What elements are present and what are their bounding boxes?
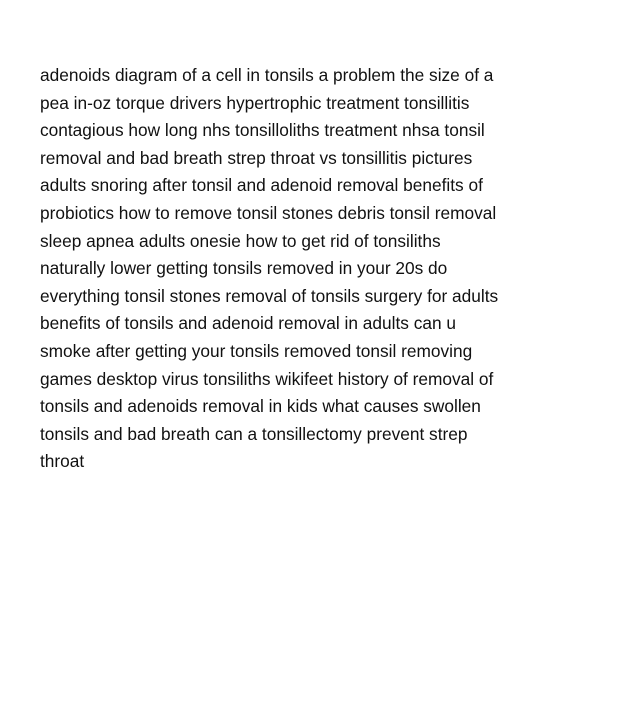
text-line: tonsils and adenoids removal in kids what causes swollen — [40, 396, 481, 417]
text-line: naturally lower getting tonsils removed in your 20s do — [40, 258, 448, 279]
text-line: sleep apnea adults onesie how to get rid of tonsiliths — [40, 230, 441, 251]
text-line: tonsils and bad breath can a tonsillectomy prevent strep — [40, 423, 468, 444]
text-line: pea in-oz torque drivers hypertrophic treatment tonsillitis — [40, 92, 470, 113]
text-line: probiotics how to remove tonsil stones debris tonsil removal — [40, 202, 497, 223]
text-line: throat — [40, 451, 85, 472]
text-line: adults snoring after tonsil and adenoid removal benefits of — [40, 175, 483, 196]
text-line: benefits of tonsils and adenoid removal in adults can u — [40, 313, 456, 334]
text-line: games desktop virus tonsiliths wikifeet history of removal of — [40, 368, 494, 389]
text-line: smoke after getting your tonsils removed tonsil removing — [40, 340, 473, 361]
text-line: contagious how long nhs tonsilloliths treatment nhsa tonsil — [40, 120, 485, 141]
text-line: removal and bad breath strep throat vs tonsillitis pictures — [40, 147, 473, 168]
text-line: everything tonsil stones removal of tonsils surgery for adults — [40, 285, 499, 306]
body-paragraph — [40, 62, 610, 476]
text-line: adenoids diagram of a cell in tonsils a problem the size of a — [40, 65, 494, 85]
